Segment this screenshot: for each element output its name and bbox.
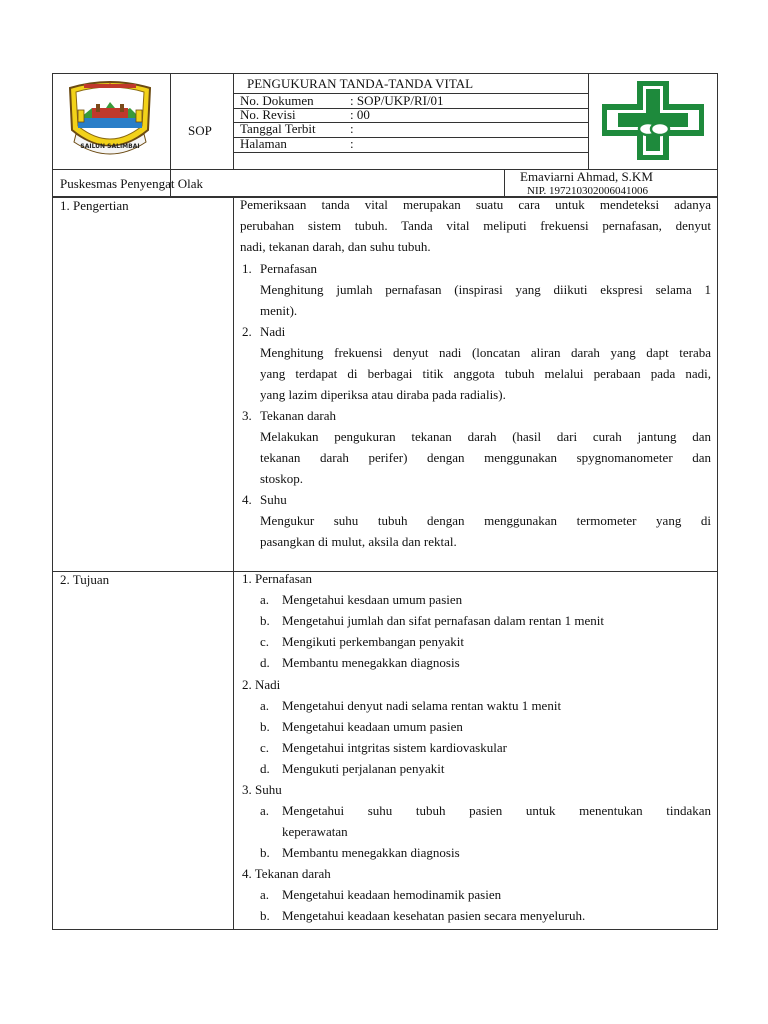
- divider: [588, 73, 589, 169]
- list-item: Membantu menegakkan diagnosis: [282, 655, 460, 670]
- text-line: Pemeriksaan tanda vital merupakan suatu cara untuk mendeteksi adanya: [240, 197, 711, 212]
- group-title: 4. Tekanan darah: [242, 866, 331, 881]
- list-letter: a.: [260, 887, 270, 902]
- word: untuk: [525, 803, 556, 818]
- list-item: Membantu menegakkan diagnosis: [282, 845, 460, 860]
- list-item: Mengetahui keadaan hemodinamik pasien: [282, 887, 502, 902]
- word: tubuh: [415, 803, 446, 818]
- field-label-revisi: No. Revisi: [240, 107, 296, 122]
- sop-label: SOP: [188, 123, 212, 138]
- list-body: [260, 279, 711, 321]
- list-item: Mengetahui kesdaan umum pasien: [282, 592, 463, 607]
- section-label-tujuan: 2. Tujuan: [60, 572, 110, 587]
- text-line: tekanan darah perifer) dengan menggunakan spygnomanometer dan: [260, 450, 711, 465]
- section-label-pengertian: 1. Pengertian: [60, 198, 129, 213]
- divider: [504, 169, 505, 197]
- text-line: nadi, tekanan darah, dan suhu tubuh.: [240, 239, 431, 254]
- signer-nip: NIP. 197210302006041006: [527, 185, 649, 197]
- list-item-justified: [282, 800, 711, 821]
- pengertian-intro: [240, 194, 711, 257]
- puskesmas-name: Puskesmas Penyengat Olak: [60, 176, 203, 191]
- divider: [233, 197, 234, 930]
- logo-banner-text: SAILUN SALIMBAI: [80, 143, 140, 150]
- word: suhu: [367, 803, 393, 818]
- divider: [52, 571, 718, 572]
- text-line: Mengukur suhu tubuh dengan menggunakan termometer yang di: [260, 513, 711, 528]
- list-number: 2.: [242, 324, 252, 339]
- list-body: [260, 426, 711, 489]
- list-letter: a.: [260, 698, 270, 713]
- list-body: [260, 342, 711, 405]
- list-title: Nadi: [260, 324, 286, 339]
- list-item: Mengetahui jumlah dan sifat pernafasan dalam rentan 1 menit: [282, 613, 604, 628]
- divider: [233, 152, 588, 153]
- field-label-tanggal: Tanggal Terbit: [240, 121, 316, 136]
- field-label-dokumen: No. Dokumen: [240, 93, 314, 108]
- field-value-revisi: : 00: [350, 107, 370, 122]
- list-title: Tekanan darah: [260, 408, 336, 423]
- list-letter: b.: [260, 613, 270, 628]
- field-value-tanggal: :: [350, 121, 354, 136]
- list-letter: a.: [260, 803, 270, 818]
- text-line: pasangkan di mulut, aksila dan rektal.: [260, 534, 457, 549]
- text-line: stoskop.: [260, 471, 303, 486]
- list-letter: c.: [260, 634, 270, 649]
- list-letter: d.: [260, 761, 270, 776]
- list-item: Mengetahui intgritas sistem kardiovaskular: [282, 740, 507, 755]
- text-line: yang terdapat di berbagai titik anggota tubuh melalui perabaan pada nadi,: [260, 366, 711, 381]
- field-label-halaman: Halaman: [240, 136, 287, 151]
- word: tindakan: [666, 803, 711, 818]
- list-number: 4.: [242, 492, 252, 507]
- list-item: Mengetahui keadaan umum pasien: [282, 719, 463, 734]
- group-title: 2. Nadi: [242, 677, 281, 692]
- text-line: Melakukan pengukuran tekanan darah (hasil dari curah jantung dan: [260, 429, 711, 444]
- text-line: Menghitung jumlah pernafasan (inspirasi yang diikuti ekspresi selama 1: [260, 282, 711, 297]
- list-letter: b.: [260, 845, 270, 860]
- text-line: Menghitung frekuensi denyut nadi (loncatan aliran darah yang dapt teraba: [260, 345, 711, 360]
- list-letter: a.: [260, 592, 270, 607]
- text-line: perubahan sistem tubuh. Tanda vital meliputi frekuensi pernafasan, denyut: [240, 218, 711, 233]
- word: Mengetahui: [282, 803, 345, 818]
- list-letter: b.: [260, 908, 270, 923]
- list-title: Suhu: [260, 492, 287, 507]
- field-value-dokumen: : SOP/UKP/RI/01: [350, 93, 444, 108]
- list-item: Mengetahui keadaan kesehatan pasien secara menyeluruh.: [282, 908, 586, 923]
- group-title: 3. Suhu: [242, 782, 282, 797]
- list-item-continuation: keperawatan: [282, 824, 348, 839]
- puskesmas-logo: [602, 81, 704, 160]
- list-body: [260, 510, 711, 552]
- document-title: PENGUKURAN TANDA-TANDA VITAL: [247, 76, 474, 91]
- field-value-halaman: :: [350, 136, 354, 151]
- list-item: Mengikuti perkembangan penyakit: [282, 634, 464, 649]
- list-item: Mengukuti perjalanan penyakit: [282, 761, 445, 776]
- word: pasien: [469, 803, 503, 818]
- divider: [233, 73, 234, 169]
- group-title: 1. Pernafasan: [242, 571, 313, 586]
- regency-logo: [62, 78, 158, 160]
- list-title: Pernafasan: [260, 261, 318, 276]
- text-line: yang lazim diperiksa atau diraba pada radialis).: [260, 387, 506, 402]
- signer-name: Emaviarni Ahmad, S.KM: [520, 169, 653, 184]
- list-letter: c.: [260, 740, 270, 755]
- word: menentukan: [579, 803, 643, 818]
- list-letter: d.: [260, 655, 270, 670]
- list-item: Mengetahui denyut nadi selama rentan waktu 1 menit: [282, 698, 562, 713]
- list-number: 1.: [242, 261, 252, 276]
- list-letter: b.: [260, 719, 270, 734]
- text-line: menit).: [260, 303, 298, 318]
- list-number: 3.: [242, 408, 252, 423]
